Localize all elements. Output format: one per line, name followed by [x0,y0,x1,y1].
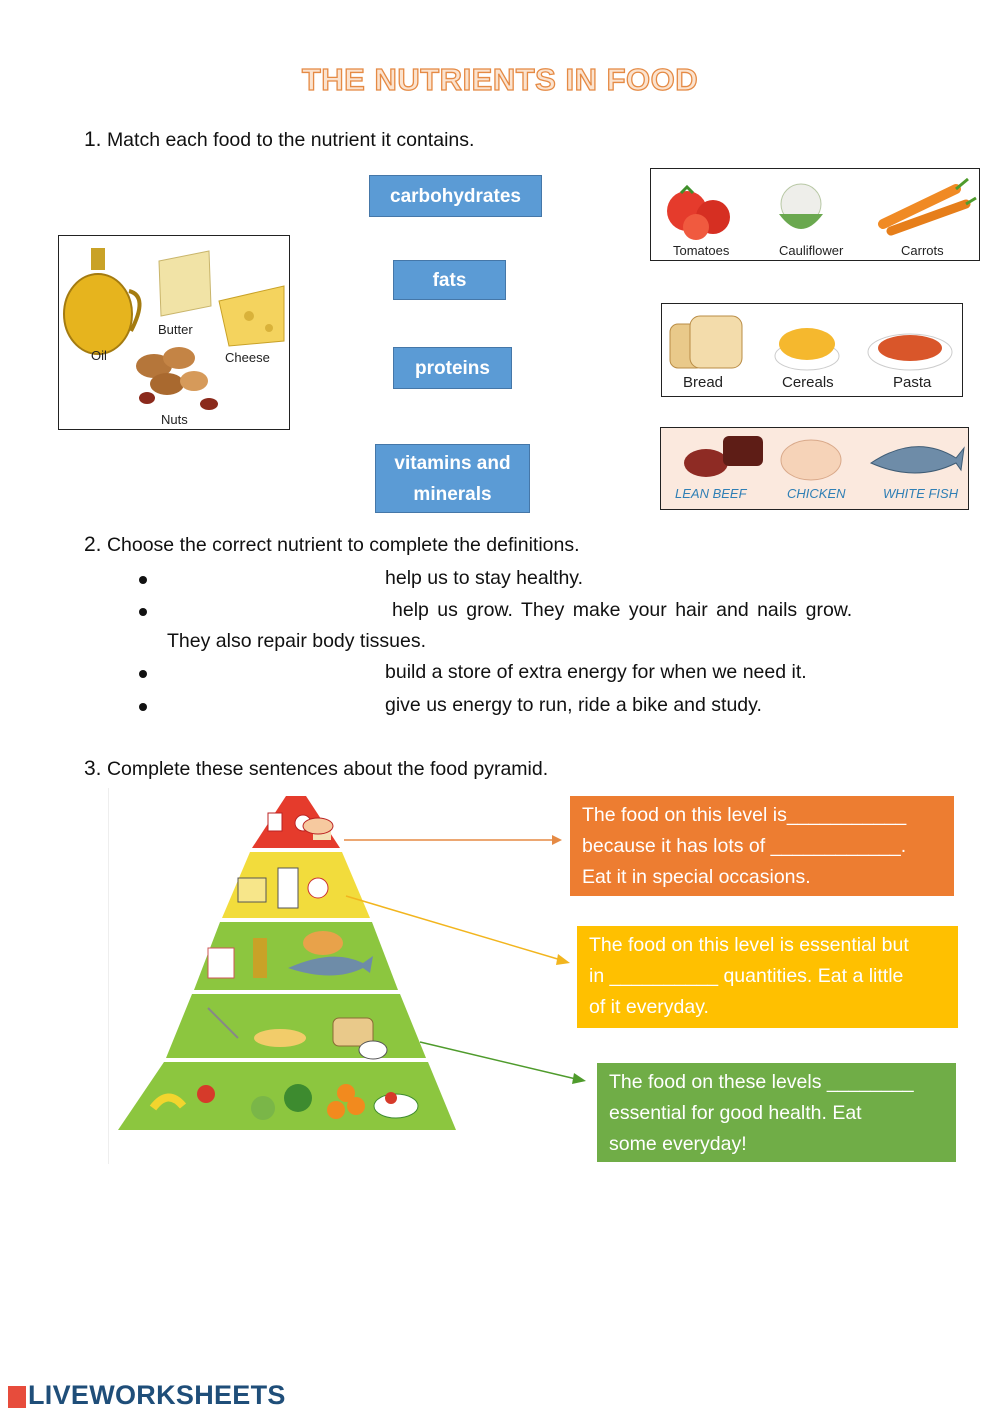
nutrient-fats[interactable]: fats [393,260,506,300]
butter-icon [159,251,211,316]
info-box-3-line-1: The food on these levels ________ [609,1071,914,1093]
caption-chicken: CHICKEN [787,486,846,501]
definition-1: help us to stay healthy. [385,567,584,589]
info-box-2-line-3: of it everyday. [589,996,709,1018]
chicken-icon [781,440,841,480]
bullet-4 [139,703,147,711]
info-box-2-line-1: The food on this level is essential but [589,934,909,956]
info-box-3-line-3: some everyday! [609,1133,747,1155]
page-title: THE NUTRIENTS IN FOOD [301,62,699,97]
info-box-top-level [570,796,954,896]
section-3-instruction [84,757,548,781]
nutrient-carbohydrates[interactable]: carbohydrates [369,175,542,217]
info-box-base-levels [597,1063,956,1162]
info-box-dairy-protein-level [577,926,958,1028]
protein-foods-picture[interactable] [660,427,969,510]
section-3-text: Complete these sentences about the food pyramid. [106,758,549,780]
bullet-3 [139,670,147,678]
oil-bottle-neck [91,248,105,270]
definition-blank-1[interactable] [170,566,370,592]
info-box-2-line-2: in __________ quantities. Eat a little [589,965,904,987]
definition-2-continued: They also repair body tissues. [167,630,427,652]
caption-lean-beef: LEAN BEEF [675,486,747,501]
definition-blank-3[interactable] [170,660,370,686]
white-fish-icon [871,447,964,473]
caption-carrots: Carrots [901,243,944,258]
section-2-number: 2. [84,533,102,556]
lean-beef-icon [684,449,728,477]
definition-blank-2[interactable] [170,598,370,624]
section-1-instruction [84,128,474,152]
logo-mark-icon [8,1386,26,1408]
info-box-3-line-2: essential for good health. Eat [609,1102,862,1124]
section-1-number: 1. [84,128,102,151]
oil-bottle-icon [64,274,132,354]
section-2-instruction [84,533,580,557]
nutrient-vitamins-and-minerals[interactable]: vitamins and minerals [375,444,530,513]
caption-cauliflower: Cauliflower [779,243,844,258]
definition-4: give us energy to run, ride a bike and study. [385,694,762,716]
info-box-1-line-2: because it has lots of ____________. [582,835,907,857]
caption-bread: Bread [683,374,724,391]
nutrient-proteins[interactable]: proteins [393,347,512,389]
info-box-1-line-1: The food on this level is___________ [582,804,907,826]
bullet-1 [139,576,147,584]
definition-blank-4[interactable] [170,693,370,719]
logo-text: LIVEWORKSHEETS [28,1380,286,1410]
food-pyramid [108,788,588,1168]
vitamin-foods-picture[interactable] [650,168,980,261]
info-box-1-line-3: Eat it in special occasions. [582,866,811,888]
fats-foods-picture[interactable] [58,235,290,430]
section-2-text: Choose the correct nutrient to complete the definitions. [106,534,580,556]
caption-white-fish: WHITE FISH [883,486,959,501]
bullet-2 [139,608,147,616]
caption-butter: Butter [158,322,193,337]
caption-oil: Oil [91,348,107,363]
caption-cheese: Cheese [225,350,270,365]
caption-pasta: Pasta [893,374,932,391]
definition-2: help us grow. They make your hair and nails grow. [392,599,853,621]
definition-3: build a store of extra energy for when we need it. [385,661,807,683]
liveworksheets-logo [8,1380,286,1411]
caption-cereals: Cereals [782,374,834,391]
section-1-text: Match each food to the nutrient it contains. [106,129,475,151]
caption-nuts: Nuts [161,412,188,427]
caption-tomatoes: Tomatoes [673,243,730,258]
section-3-number: 3. [84,757,102,780]
carb-foods-picture[interactable] [661,303,963,397]
